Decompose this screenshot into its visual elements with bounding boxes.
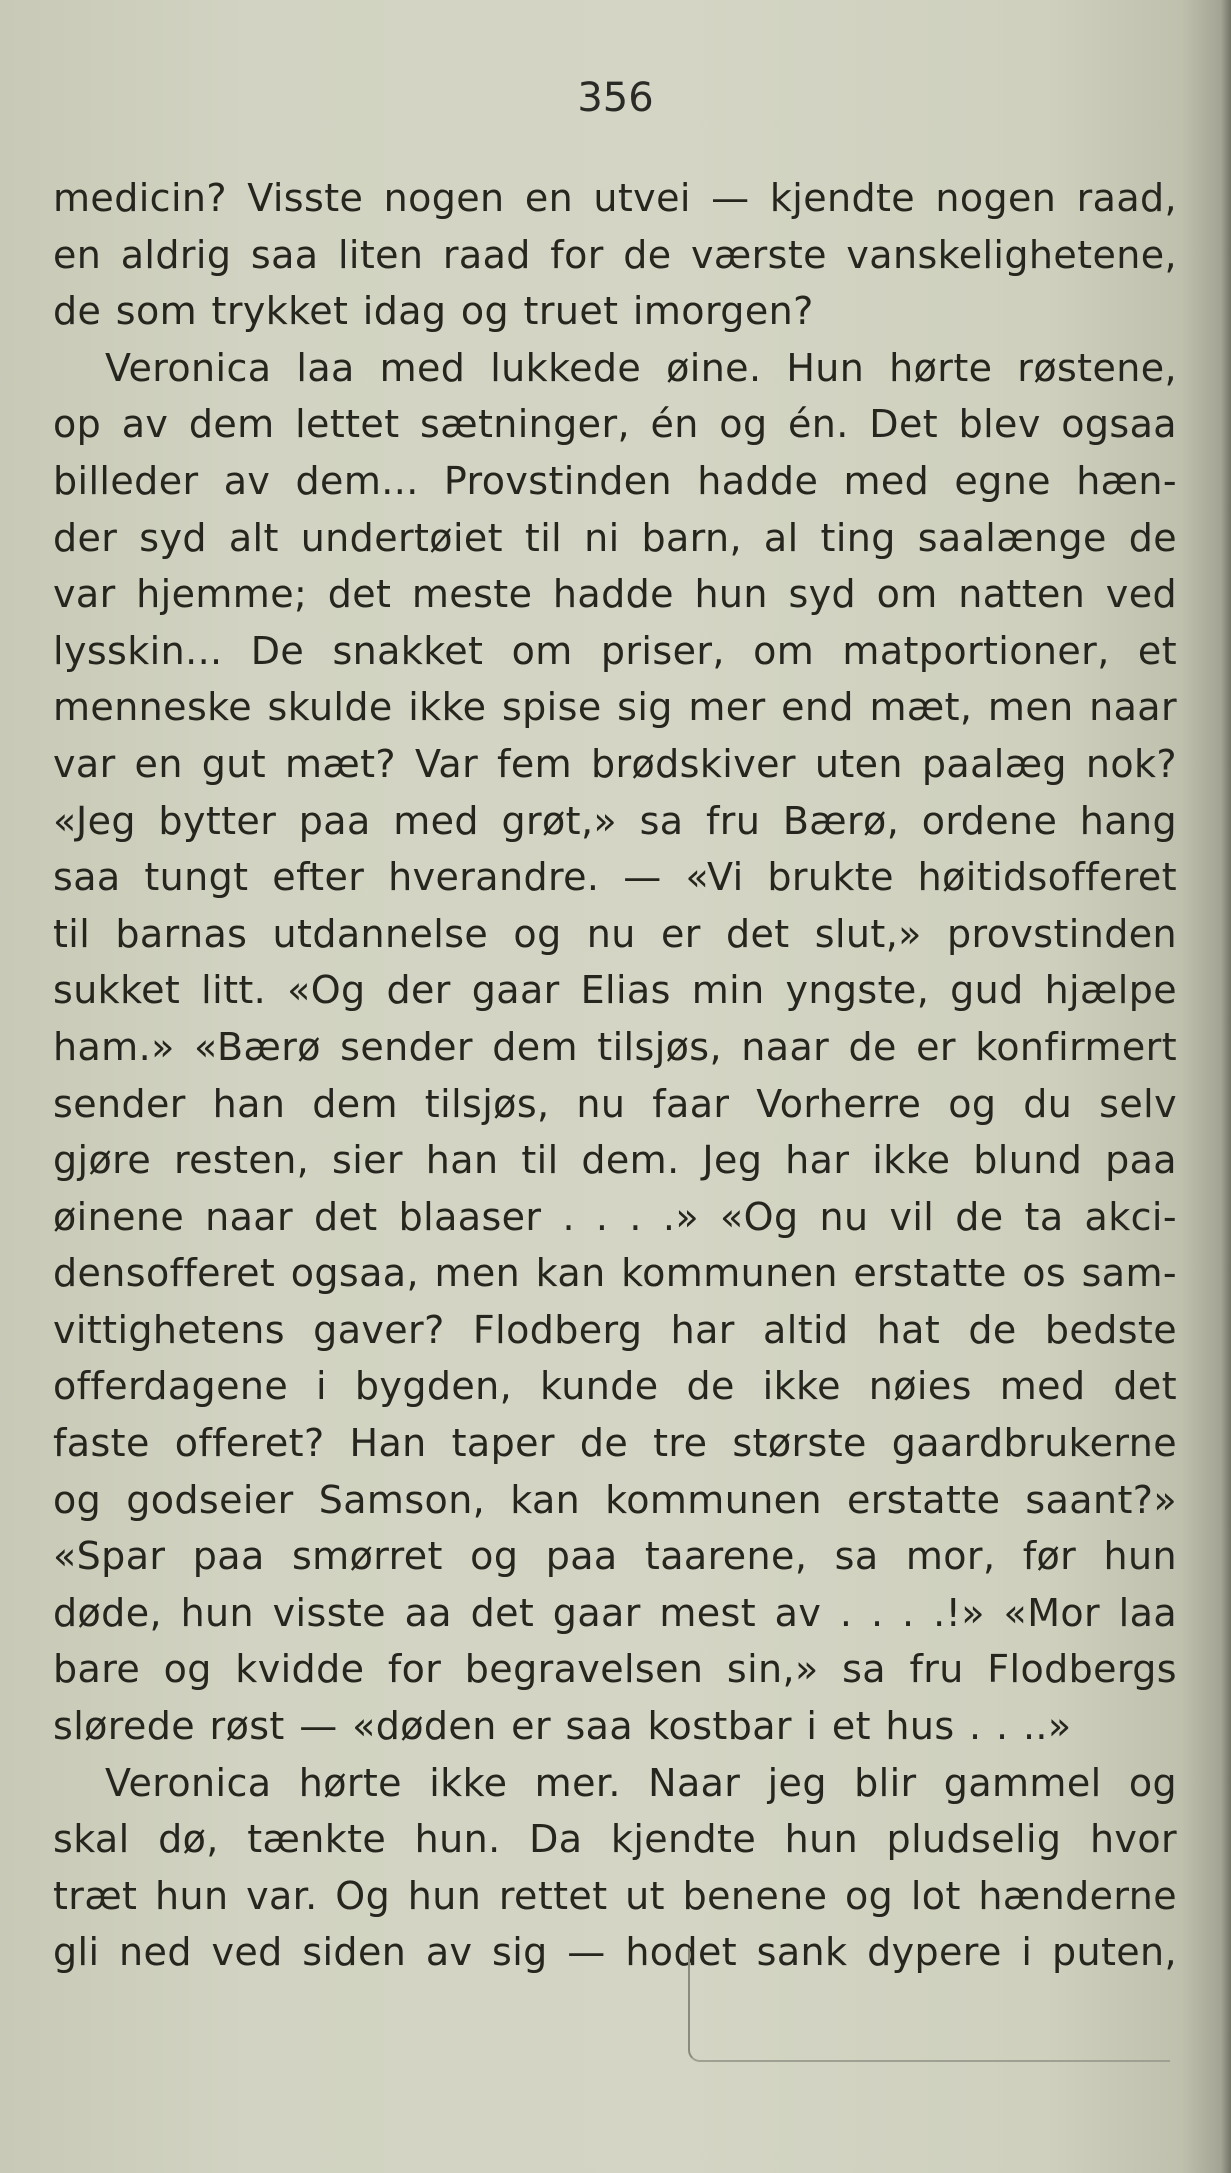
text-line: skal dø, tænkte hun. Da kjendte hun pludselig hvor xyxy=(53,1817,1177,1862)
text-line: sukket litt. «Og der gaar Elias min yngste, gud hjælpe xyxy=(53,968,1177,1013)
text-line: Veronica hørte ikke mer. Naar jeg blir gammel og xyxy=(105,1760,1177,1805)
text-line: de som trykket idag og truet imorgen? xyxy=(53,289,814,334)
text-line: til barnas utdannelse og nu er det slut,» provstinden xyxy=(53,911,1177,956)
text-line: «Spar paa smørret og paa taarene, sa mor, før hun xyxy=(53,1534,1177,1579)
text-line: ham.» «Bærø sender dem tilsjøs, naar de er konfirmert xyxy=(53,1024,1177,1069)
text-line: var en gut mæt? Var fem brødskiver uten paalæg nok? xyxy=(53,741,1177,786)
text-line: døde, hun visste aa det gaar mest av . . . .!» «Mor laa xyxy=(53,1590,1177,1635)
text-line: var hjemme; det meste hadde hun syd om natten ved xyxy=(53,572,1177,617)
text-line: Veronica laa med lukkede øine. Hun hørte røstene, xyxy=(105,345,1177,390)
text-line: «Jeg bytter paa med grøt,» sa fru Bærø, ordene hang xyxy=(53,798,1177,843)
text-line: vittighetens gaver? Flodberg har altid hat de bedste xyxy=(53,1307,1177,1352)
text-line: menneske skulde ikke spise sig mer end mæt, men naar xyxy=(53,685,1177,730)
text-line: saa tungt efter hverandre. — «Vi brukte høitidsofferet xyxy=(53,855,1177,900)
text-line: slørede røst — «døden er saa kostbar i et hus . . ..» xyxy=(53,1704,1072,1749)
text-line: gjøre resten, sier han til dem. Jeg har ikke blund paa xyxy=(53,1138,1177,1183)
text-line: faste offeret? Han taper de tre største gaardbrukerne xyxy=(53,1421,1177,1466)
page-number: 356 xyxy=(577,75,654,121)
text-line: bare og kvidde for begravelsen sin,» sa fru Flodbergs xyxy=(53,1647,1177,1692)
text-line: densofferet ogsaa, men kan kommunen erstatte os sam- xyxy=(53,1251,1177,1296)
text-line: træt hun var. Og hun rettet ut benene og lot hænderne xyxy=(53,1873,1177,1918)
text-line: medicin? Visste nogen en utvei — kjendte nogen raad, xyxy=(53,176,1177,220)
text-line: sender han dem tilsjøs, nu faar Vorherre og du selv xyxy=(53,1081,1177,1126)
text-line: billeder av dem... Provstinden hadde med egne hæn- xyxy=(53,458,1177,503)
text-line: gli ned ved siden av sig — hodet sank dypere i puten, xyxy=(53,1930,1177,1975)
text-line: op av dem lettet sætninger, én og én. Det blev ogsaa xyxy=(53,402,1177,447)
text-line: øinene naar det blaaser . . . .» «Og nu vil de ta akci- xyxy=(53,1194,1177,1239)
page-edge-shadow xyxy=(1221,0,1231,2173)
text-line: lysskin... De snakket om priser, om matportioner, et xyxy=(53,628,1177,673)
scan-artifact-outline xyxy=(688,1948,1170,2062)
text-line: og godseier Samson, kan kommunen erstatte saant?» xyxy=(53,1477,1177,1522)
text-line: en aldrig saa liten raad for de værste vanskelighetene, xyxy=(53,232,1177,277)
text-line: der syd alt undertøiet til ni barn, al ting saalænge de xyxy=(53,515,1177,560)
body-text xyxy=(53,170,1177,1981)
text-line: offerdagene i bygden, kunde de ikke nøies med det xyxy=(53,1364,1177,1409)
